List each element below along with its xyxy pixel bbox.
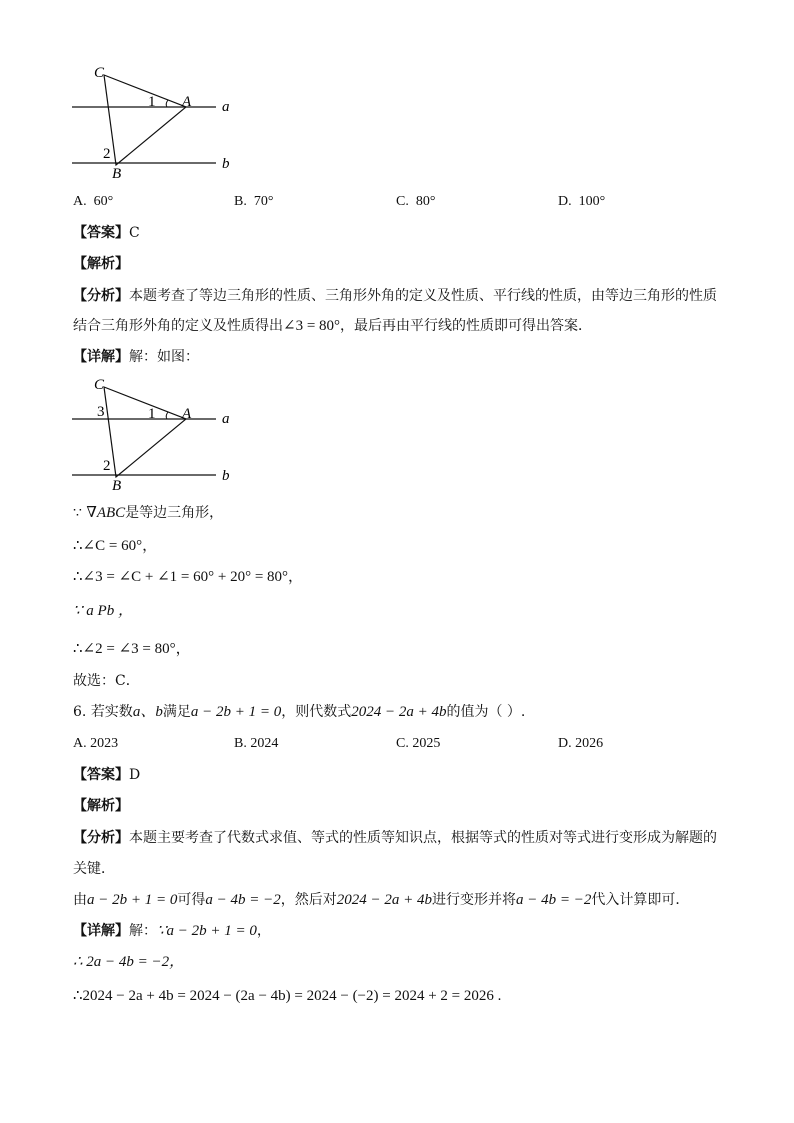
fenxi-line-2: 结合三角形外角的定义及性质得出∠3 = 80°，最后再由平行线的性质即可得出答案． xyxy=(73,318,593,334)
q6-option-a: A. 2023 xyxy=(73,736,119,751)
label-C: C xyxy=(94,377,105,393)
q6-option-c: C. 2025 xyxy=(396,736,441,751)
step-1: ∵ ∇ABC是等边三角形， xyxy=(73,505,224,521)
fenxi-line-1: 【分析】本题考查了等边三角形的性质、三角形外角的定义及性质、平行线的性质，由等边三角形的性质 xyxy=(73,288,717,304)
label-2: 2 xyxy=(103,458,111,474)
angle-1-arc xyxy=(166,100,168,107)
label-2: 2 xyxy=(103,146,111,162)
label-1: 1 xyxy=(148,94,156,110)
step-5: ∴∠2 = ∠3 = 80°， xyxy=(73,641,191,657)
q6-detail-line: 【详解】解：∵a − 2b + 1 = 0， xyxy=(73,923,271,939)
triangle-abc xyxy=(104,387,186,477)
q6-fenxi-line-1: 【分析】本题主要考查了代数式求值、等式的性质等知识点，根据等式的性质对等式进行变形成为解题的 xyxy=(73,830,717,846)
triangle-figure-2 xyxy=(66,374,266,492)
q6-option-d: D. 2026 xyxy=(558,736,604,751)
choose-line: 故选：C． xyxy=(73,673,140,689)
q6-analysis-heading: 【解析】 xyxy=(73,798,129,814)
label-1: 1 xyxy=(148,406,156,422)
label-C: C xyxy=(94,65,105,81)
label-b: b xyxy=(222,156,230,172)
q6-fenxi-line-2: 关键． xyxy=(73,861,115,877)
q6-answer-line: 【答案】D xyxy=(73,767,141,783)
step-2: ∴∠C = 60°， xyxy=(73,538,158,554)
label-B: B xyxy=(112,478,122,492)
q6-step-1: ∴ 2a − 4b = −2， xyxy=(73,954,185,970)
q6-stem: 6. 若实数a、b满足a − 2b + 1 = 0，则代数式2024 − 2a + 4b的值为（ ）. xyxy=(73,704,526,720)
label-b: b xyxy=(222,468,230,484)
label-A: A xyxy=(182,94,192,110)
step-4: ∵ a Pb ， xyxy=(73,603,133,619)
angle-1-arc xyxy=(166,412,168,419)
option-b: B. 70° xyxy=(234,194,274,209)
step-3: ∴∠3 = ∠C + ∠1 = 60° + 20° = 80°， xyxy=(73,569,304,585)
option-c: C. 80° xyxy=(396,194,436,209)
label-A: A xyxy=(182,406,192,422)
q6-fenxi-line-3: 由a − 2b + 1 = 0可得a − 4b = −2，然后对2024 − 2a + 4b进行变形并将a − 4b = −2代入计算即可． xyxy=(73,892,690,908)
detail-line: 【详解】解：如图： xyxy=(73,349,199,365)
label-a: a xyxy=(222,99,230,115)
label-B: B xyxy=(112,166,122,180)
label-3: 3 xyxy=(97,404,105,420)
triangle-abc xyxy=(104,75,186,165)
label-a: a xyxy=(222,411,230,427)
option-a: A. 60° xyxy=(73,194,114,209)
answer-line: 【答案】C xyxy=(73,225,140,241)
triangle-figure-1 xyxy=(66,62,266,180)
q6-option-b: B. 2024 xyxy=(234,736,279,751)
option-d: D. 100° xyxy=(558,194,606,209)
analysis-heading: 【解析】 xyxy=(73,256,129,272)
q6-step-2: ∴2024 − 2a + 4b = 2024 − (2a − 4b) = 2024 − (−2) = 2024 + 2 = 2026 . xyxy=(73,988,502,1004)
